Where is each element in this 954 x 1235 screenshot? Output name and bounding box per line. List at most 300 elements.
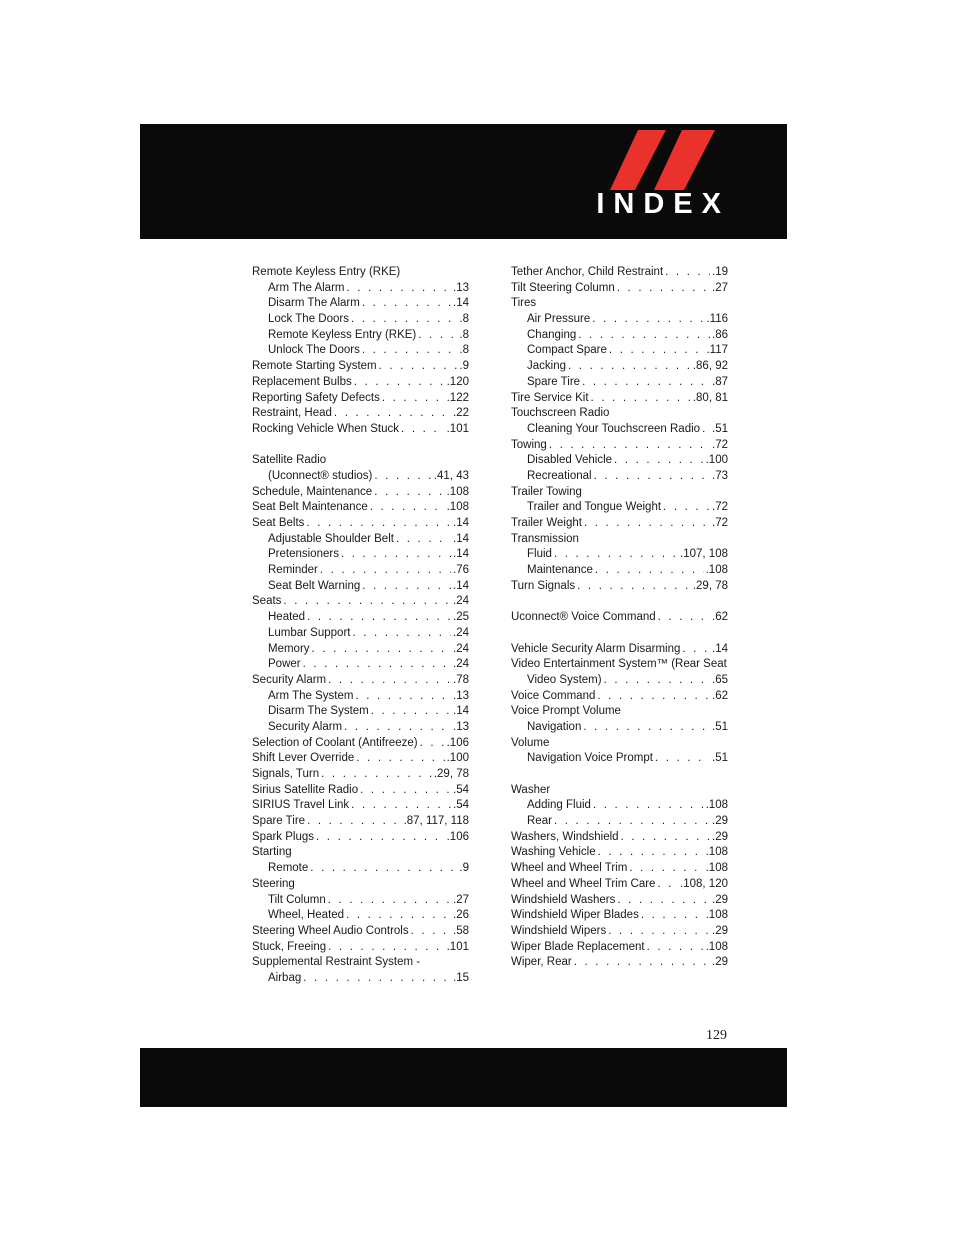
index-entry [511, 406, 728, 422]
index-entry [511, 893, 728, 909]
entry-label: Selection of Coolant (Antifreeze) [252, 736, 418, 749]
index-entry [252, 359, 469, 375]
index-subentry [252, 657, 469, 673]
index-subentry [252, 469, 469, 485]
entry-page-ref: .86, 92 [692, 360, 728, 373]
index-header-bar [140, 124, 787, 239]
index-entry [511, 877, 728, 893]
index-column-right [511, 265, 728, 971]
index-entry [511, 924, 728, 940]
dot-leader [578, 328, 710, 344]
entry-label: Windshield Washers [511, 893, 616, 906]
dot-leader [312, 642, 451, 658]
entry-label: Wiper, Rear [511, 956, 572, 969]
index-subentry [252, 626, 469, 642]
entry-page-ref: .22 [453, 407, 469, 420]
index-subentry [252, 579, 469, 595]
dot-leader [655, 751, 710, 767]
entry-label: Reminder [268, 564, 318, 577]
entry-page-ref: .51 [712, 422, 728, 435]
entry-label: Air Pressure [527, 313, 591, 326]
index-entry [252, 955, 469, 971]
entry-page-ref: .108 [705, 846, 728, 859]
entry-label: Touchscreen Radio [511, 407, 610, 420]
dot-leader [594, 469, 710, 485]
index-entry [511, 657, 728, 673]
entry-label: Schedule, Maintenance [252, 485, 373, 498]
dot-leader [629, 861, 703, 877]
index-entry [252, 485, 469, 501]
entry-label: Trailer Weight [511, 517, 582, 529]
index-subentry [252, 861, 469, 877]
index-entry [252, 845, 469, 861]
index-subentry [252, 642, 469, 658]
dot-leader [617, 893, 710, 909]
index-subentry [511, 328, 728, 344]
entry-label: Spare Tire [527, 375, 581, 388]
entry-label: Replacement Bulbs [252, 375, 352, 388]
entry-page-ref: .29 [712, 830, 728, 843]
index-entry [511, 955, 728, 971]
index-subentry [252, 547, 469, 563]
dot-leader [608, 924, 710, 940]
entry-page-ref: .108 [705, 799, 728, 812]
entry-page-ref: .14 [712, 642, 728, 655]
entry-page-ref: .106 [446, 736, 469, 749]
dot-leader [346, 908, 451, 924]
entry-page-ref: .29 [712, 956, 728, 969]
dot-leader [582, 375, 710, 391]
index-subentry [511, 814, 728, 830]
dot-leader [657, 877, 678, 893]
index-entry [511, 516, 728, 532]
entry-label: Voice Prompt Volume [511, 705, 621, 718]
entry-page-ref: .72 [712, 438, 728, 451]
dot-leader [591, 391, 691, 407]
index-subentry [511, 500, 728, 516]
dot-leader [328, 893, 451, 909]
index-entry [511, 485, 728, 501]
dot-leader [549, 438, 710, 454]
entry-label: Seat Belt Warning [268, 579, 361, 592]
index-entry [252, 924, 469, 940]
index-entry [511, 940, 728, 956]
index-entry [252, 673, 469, 689]
index-subentry [252, 563, 469, 579]
index-entry [252, 594, 469, 610]
entry-label: Video System) [527, 673, 602, 686]
dot-leader [310, 861, 457, 877]
entry-page-ref: .24 [453, 595, 469, 608]
entry-page-ref: .13 [453, 689, 469, 702]
entry-label: Voice Command [511, 689, 596, 702]
entry-page-ref: .15 [453, 971, 469, 984]
index-entry [511, 391, 728, 407]
entry-label: SIRIUS Travel Link [252, 799, 350, 812]
entry-label: Adjustable Shoulder Belt [268, 532, 394, 545]
dot-leader [641, 908, 704, 924]
index-subentry [252, 908, 469, 924]
entry-label: Tire Service Kit [511, 391, 589, 404]
entry-page-ref: .87 [712, 375, 728, 388]
dot-leader [411, 924, 451, 940]
entry-label: Recreational [527, 469, 592, 482]
entry-label: Stuck, Freeing [252, 940, 327, 953]
dot-leader [328, 673, 451, 689]
dot-leader [334, 406, 451, 422]
entry-page-ref: .13 [453, 720, 469, 733]
dot-leader [354, 375, 445, 391]
entry-page-ref: .100 [446, 752, 469, 765]
dot-leader [592, 312, 704, 328]
index-entry [252, 751, 469, 767]
entry-label: Tilt Column [268, 893, 326, 906]
index-entry [511, 704, 728, 720]
entry-page-ref: .27 [712, 281, 728, 294]
index-entry [252, 940, 469, 956]
entry-label: Arm The Alarm [268, 281, 345, 294]
entry-label: Seats [252, 595, 282, 608]
entry-page-ref: .25 [453, 611, 469, 624]
index-subentry [511, 453, 728, 469]
dot-leader [351, 798, 451, 814]
entry-label: Steering Wheel Audio Controls [252, 924, 409, 937]
entry-label: Disarm The System [268, 705, 369, 718]
index-subentry [511, 547, 728, 563]
dot-leader [321, 767, 432, 783]
dot-leader [303, 971, 451, 987]
index-entry [511, 783, 728, 799]
entry-page-ref: .51 [712, 720, 728, 733]
entry-label: Seat Belts [252, 517, 305, 529]
entry-label: Volume [511, 736, 550, 749]
entry-page-ref: .14 [453, 297, 469, 310]
dot-leader [663, 500, 710, 516]
dot-leader [574, 955, 710, 971]
entry-label: Windshield Wipers [511, 924, 607, 937]
dot-leader [328, 940, 444, 956]
index-entry [511, 438, 728, 454]
dot-leader [374, 469, 431, 485]
entry-page-ref: .108, 120 [680, 877, 728, 890]
entry-label: Navigation Voice Prompt [527, 752, 653, 765]
dot-leader [316, 830, 445, 846]
entry-page-ref: .14 [453, 579, 469, 592]
dot-leader [370, 500, 445, 516]
entry-page-ref: .107, 108 [680, 548, 728, 561]
entry-label: Wheel and Wheel Trim Care [511, 877, 656, 890]
dot-leader [702, 422, 710, 438]
entry-page-ref: .62 [712, 689, 728, 702]
entry-page-ref: .65 [712, 673, 728, 686]
dot-leader [568, 359, 691, 375]
dot-leader [401, 422, 445, 438]
entry-label: Disabled Vehicle [527, 454, 613, 467]
entry-label: Lock The Doors [268, 313, 349, 326]
index-entry [252, 453, 469, 469]
entry-page-ref: .72 [712, 501, 728, 514]
dot-leader [597, 689, 710, 705]
dot-leader [306, 516, 451, 532]
entry-page-ref: .108 [446, 501, 469, 514]
index-entry [252, 830, 469, 846]
entry-page-ref: .108 [446, 485, 469, 498]
entry-label: Spark Plugs [252, 830, 315, 843]
dot-leader [577, 579, 691, 595]
index-subentry [252, 343, 469, 359]
dot-leader [647, 940, 704, 956]
index-entry [252, 736, 469, 752]
entry-label: Lumbar Support [268, 626, 351, 639]
index-entry [511, 642, 728, 658]
index-subentry [511, 375, 728, 391]
index-entry [252, 406, 469, 422]
entry-label: Steering [252, 877, 295, 890]
page-number: 129 [706, 1028, 727, 1043]
entry-page-ref: .73 [712, 469, 728, 482]
entry-label: Memory [268, 642, 310, 655]
entry-page-ref: .116 [706, 313, 728, 326]
entry-label: Restraint, Head [252, 407, 332, 420]
index-subentry [252, 610, 469, 626]
entry-label: Shift Lever Override [252, 752, 355, 765]
index-entry [252, 265, 469, 281]
index-entry [511, 610, 728, 626]
entry-label: Wiper Blade Replacement [511, 940, 645, 953]
entry-page-ref: .100 [705, 454, 728, 467]
dot-leader [307, 610, 451, 626]
entry-page-ref: .51 [712, 752, 728, 765]
index-entry [252, 814, 469, 830]
dot-leader [283, 594, 451, 610]
dot-leader [593, 798, 704, 814]
index-entry [511, 296, 728, 312]
page-title: INDEX [596, 188, 730, 220]
dot-leader [362, 579, 451, 595]
entry-page-ref: .29 [712, 815, 728, 828]
entry-page-ref: .27 [453, 893, 469, 906]
entry-page-ref: .9 [459, 862, 469, 875]
entry-page-ref: .54 [453, 783, 469, 796]
index-entry [511, 736, 728, 752]
index-subentry [252, 328, 469, 344]
index-entry [252, 375, 469, 391]
entry-label: Pretensioners [268, 548, 339, 561]
entry-page-ref: .54 [453, 799, 469, 812]
dot-leader [362, 296, 451, 312]
dot-leader [352, 626, 451, 642]
entry-label: Sirius Satellite Radio [252, 783, 359, 796]
dot-leader [344, 720, 451, 736]
index-subentry [511, 312, 728, 328]
entry-page-ref: .29 [712, 893, 728, 906]
entry-label: Wheel, Heated [268, 909, 345, 922]
dot-leader [614, 453, 704, 469]
entry-page-ref: .14 [453, 548, 469, 561]
entry-label: Tires [511, 297, 537, 310]
entry-label: Washers, Windshield [511, 830, 619, 843]
dot-leader [609, 343, 705, 359]
entry-label: Towing [511, 438, 547, 451]
entry-page-ref: .8 [459, 313, 469, 326]
entry-label: Remote Keyless Entry (RKE) [268, 328, 417, 341]
dot-leader [374, 485, 444, 501]
entry-label: Windshield Wiper Blades [511, 909, 639, 922]
dot-leader [396, 532, 451, 548]
dot-leader [362, 343, 458, 359]
entry-page-ref: .108 [705, 564, 728, 577]
index-subentry [252, 689, 469, 705]
index-subentry [252, 312, 469, 328]
entry-label: Maintenance [527, 564, 593, 577]
index-subentry [511, 469, 728, 485]
entry-page-ref: .29, 78 [692, 579, 728, 592]
index-subentry [511, 422, 728, 438]
entry-label: Remote Starting System [252, 360, 377, 373]
entry-label: Starting [252, 846, 292, 859]
entry-page-ref: .117 [706, 344, 728, 357]
index-subentry [252, 720, 469, 736]
entry-page-ref: .108 [705, 862, 728, 875]
entry-label: Changing [527, 328, 577, 341]
entry-page-ref: .122 [446, 391, 469, 404]
entry-label: Power [268, 658, 301, 671]
entry-label: Signals, Turn [252, 768, 320, 780]
dot-leader [658, 610, 710, 626]
entry-page-ref: .101 [446, 422, 469, 435]
index-entry [252, 422, 469, 438]
entry-page-ref: .76 [453, 564, 469, 577]
entry-page-ref: .14 [453, 517, 469, 529]
entry-label: Disarm The Alarm [268, 297, 360, 310]
entry-label: Vehicle Security Alarm Disarming [511, 642, 681, 655]
index-entry [252, 500, 469, 516]
index-subentry [252, 893, 469, 909]
entry-label: Navigation [527, 720, 582, 733]
index-subentry [511, 751, 728, 767]
entry-label: Reporting Safety Defects [252, 391, 380, 404]
footer-bar [140, 1048, 787, 1107]
entry-label: Airbag [268, 971, 302, 984]
index-entry [252, 516, 469, 532]
racing-stripes-logo [610, 130, 720, 190]
index-subentry [511, 798, 728, 814]
index-subentry [511, 343, 728, 359]
entry-label: (Uconnect® studios) [268, 469, 373, 482]
dot-leader [420, 736, 445, 752]
index-entry [511, 845, 728, 861]
index-subentry [252, 281, 469, 297]
entry-page-ref: .87, 117, 118 [403, 815, 469, 828]
dot-leader [595, 563, 704, 579]
index-subentry [511, 563, 728, 579]
dot-leader [379, 359, 458, 375]
index-entry [252, 767, 469, 783]
entry-label: Spare Tire [252, 815, 306, 828]
index-subentry [252, 532, 469, 548]
entry-label: Transmission [511, 532, 579, 545]
entry-page-ref: .14 [453, 532, 469, 545]
dot-leader [584, 516, 710, 532]
entry-page-ref: .29, 78 [433, 768, 469, 780]
entry-page-ref: .78 [453, 673, 469, 686]
index-entry [511, 830, 728, 846]
index-entry [511, 265, 728, 281]
index-entry [252, 783, 469, 799]
entry-page-ref: .19 [712, 266, 728, 278]
index-entry [511, 908, 728, 924]
entry-page-ref: .41, 43 [433, 469, 469, 482]
entry-label: Trailer Towing [511, 485, 582, 498]
index-entry [511, 532, 728, 548]
dot-leader [621, 830, 710, 846]
index-subentry [511, 720, 728, 736]
entry-page-ref: .62 [712, 611, 728, 624]
dot-leader [356, 751, 444, 767]
entry-page-ref: .80, 81 [692, 391, 728, 404]
dot-leader [341, 547, 451, 563]
dot-leader [418, 328, 457, 344]
entry-page-ref: .24 [453, 642, 469, 655]
entry-label: Video Entertainment System™ (Rear Seat [511, 658, 727, 671]
index-entry [252, 877, 469, 893]
entry-label: Heated [268, 611, 306, 624]
dot-leader [371, 704, 451, 720]
entry-label: Arm The System [268, 689, 354, 702]
entry-page-ref: .120 [446, 375, 469, 388]
entry-label: Satellite Radio [252, 454, 327, 467]
entry-label: Compact Spare [527, 344, 607, 357]
entry-page-ref: .29 [712, 924, 728, 937]
dot-leader [604, 673, 710, 689]
entry-label: Security Alarm [268, 720, 343, 733]
dot-leader [303, 657, 451, 673]
dot-leader [554, 547, 678, 563]
dot-leader [554, 814, 710, 830]
entry-label: Rear [527, 815, 552, 828]
dot-leader [665, 265, 710, 281]
index-subentry [252, 971, 469, 987]
index-entry [252, 391, 469, 407]
entry-page-ref: .108 [705, 909, 728, 922]
dot-leader [583, 720, 710, 736]
entry-label: Cleaning Your Touchscreen Radio [527, 422, 701, 435]
entry-page-ref: .8 [459, 344, 469, 357]
entry-label: Adding Fluid [527, 799, 591, 812]
entry-page-ref: .86 [712, 328, 728, 341]
entry-label: Wheel and Wheel Trim [511, 862, 628, 875]
index-entry [511, 861, 728, 877]
index-entry [252, 798, 469, 814]
entry-label: Turn Signals [511, 579, 576, 592]
entry-label: Remote [268, 862, 309, 875]
entry-label: Jacking [527, 360, 566, 373]
dot-leader [617, 281, 710, 297]
index-subentry [252, 704, 469, 720]
entry-page-ref: .108 [705, 940, 728, 953]
entry-label: Tether Anchor, Child Restraint [511, 266, 664, 278]
dot-leader [351, 312, 457, 328]
entry-page-ref: .13 [453, 281, 469, 294]
entry-label: Remote Keyless Entry (RKE) [252, 266, 401, 278]
entry-label: Security Alarm [252, 673, 327, 686]
entry-label: Tilt Steering Column [511, 281, 615, 294]
entry-page-ref: .26 [453, 909, 469, 922]
entry-label: Washer [511, 783, 551, 796]
dot-leader [320, 563, 451, 579]
entry-label: Supplemental Restraint System - [252, 956, 421, 969]
entry-label: Rocking Vehicle When Stuck [252, 422, 400, 435]
